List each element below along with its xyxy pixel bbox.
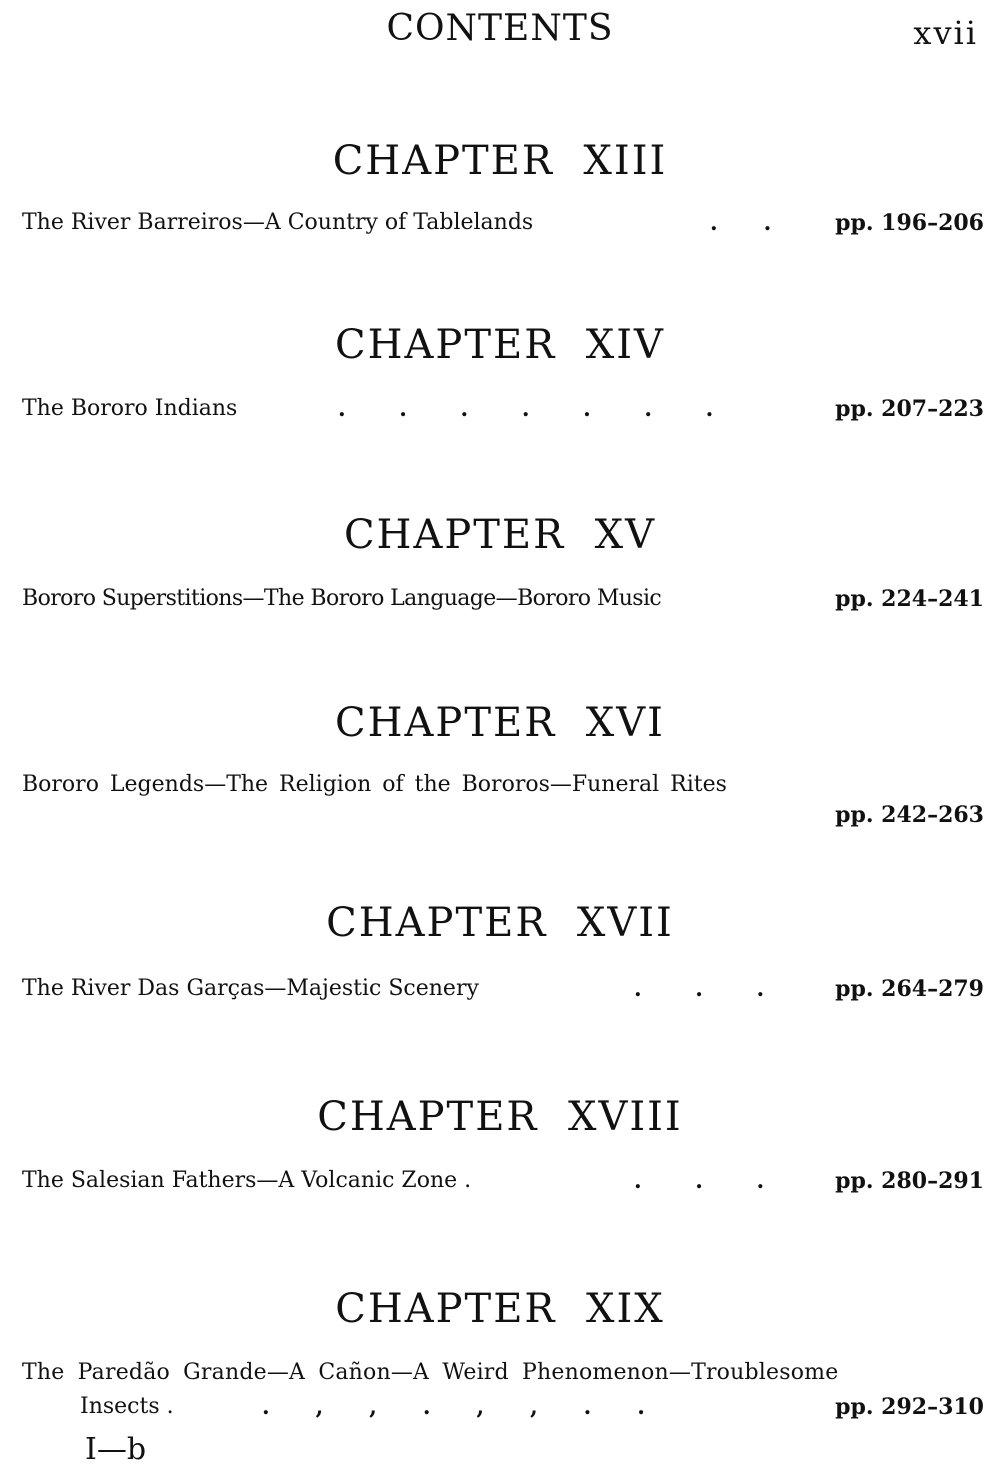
chapter-heading: CHAPTER XIX bbox=[335, 1286, 665, 1332]
chapter-summary: The Salesian Fathers—A Volcanic Zone . bbox=[22, 1168, 472, 1193]
page-range: pp. 207–223 bbox=[835, 396, 984, 422]
chapter-entry bbox=[22, 210, 984, 235]
chapter-summary: The Paredão Grande—A Cañon—A Weird Phenomenon—Troublesome bbox=[22, 1360, 839, 1385]
chapter-summary: Bororo Legends—The Religion of the Bororos—Funeral Rites bbox=[22, 772, 727, 797]
page-range: pp. 264–279 bbox=[835, 976, 984, 1002]
dot-leaders: . , , . , , . . bbox=[262, 1394, 645, 1420]
page-range: pp. 196–206 bbox=[835, 210, 984, 236]
chapter-heading: CHAPTER XVII bbox=[326, 900, 674, 946]
signature-mark: I—b bbox=[85, 1432, 147, 1467]
chapter-heading: CHAPTER XIV bbox=[335, 322, 665, 368]
chapter-heading: CHAPTER XV bbox=[343, 512, 657, 558]
chapter-summary: The Bororo Indians bbox=[22, 396, 238, 421]
chapter-heading: CHAPTER XIII bbox=[332, 138, 668, 184]
dot-leaders: . . . . . . . bbox=[338, 396, 714, 422]
page-range: pp. 280–291 bbox=[835, 1168, 984, 1194]
chapter-heading: CHAPTER XVIII bbox=[317, 1094, 683, 1140]
chapter-summary-continued: Insects . bbox=[80, 1394, 174, 1419]
chapter-entry bbox=[22, 586, 984, 611]
chapter-heading: CHAPTER XVI bbox=[335, 700, 665, 746]
page-range: pp. 242–263 bbox=[835, 802, 984, 828]
chapter-summary: The River Barreiros—A Country of Tablelands bbox=[22, 210, 534, 235]
chapter-entry bbox=[22, 396, 984, 421]
dot-leaders: . . bbox=[710, 210, 772, 236]
page-number: xvii bbox=[913, 14, 978, 52]
chapter-entry bbox=[22, 1360, 984, 1385]
chapter-entry bbox=[22, 772, 984, 797]
page-range: pp. 292–310 bbox=[835, 1394, 984, 1420]
chapter-summary: The River Das Garças—Majestic Scenery bbox=[22, 976, 479, 1001]
chapter-summary: Bororo Superstitions—The Bororo Language—Bororo Music bbox=[22, 586, 662, 611]
dot-leaders: . . . bbox=[634, 1168, 765, 1194]
chapter-entry bbox=[22, 976, 984, 1001]
chapter-entry bbox=[22, 1168, 984, 1193]
dot-leaders: . . . bbox=[634, 976, 765, 1002]
page-range: pp. 224–241 bbox=[835, 586, 984, 612]
running-header-title: CONTENTS bbox=[386, 8, 614, 49]
chapter-entry-continued bbox=[22, 1394, 984, 1419]
